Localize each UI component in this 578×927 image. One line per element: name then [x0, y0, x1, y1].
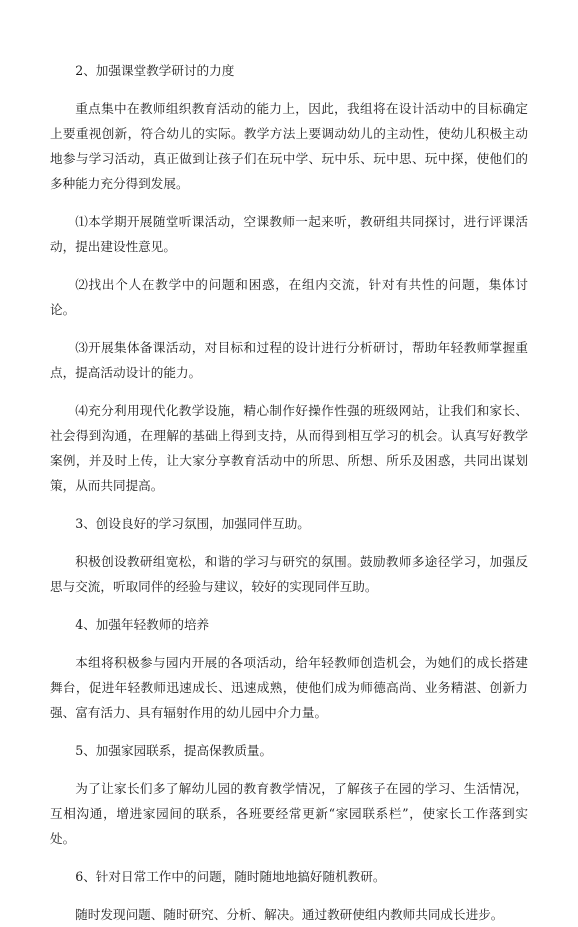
- body-paragraph: 积极创设教研组宽松，和谐的学习与研究的氛围。鼓励教师多途径学习，加强反思与交流，听取同伴的经验与建议，较好的实现同伴互助。: [50, 554, 528, 594]
- section-heading-6: 6、针对日常工作中的问题，随时随地地搞好随机教研。: [75, 869, 386, 884]
- section-heading-5: 5、加强家园联系，提高保教质量。: [75, 743, 273, 758]
- body-paragraph: 本组将积极参与园内开展的各项活动，给年轻教师创造机会，为她们的成长搭建舞台，促进年轻教师迅速成长、迅速成熟，使他们成为师德高尚、业务精湛、创新力强、富有活力、具有辐射作用的幼儿园中介力量。: [50, 655, 528, 720]
- list-item-4: ⑷充分利用现代化教学设施，精心制作好操作性强的班级网站，让我们和家长、社会得到沟通，在理解的基础上得到支持，从而得到相互学习的机会。认真写好教学案例，并及时上传，让大家分享教育活动中的所思、所想、所乐及困惑，共同出谋划策，从而共同提高。: [50, 403, 528, 493]
- body-paragraph: 随时发现问题、随时研究、分析、解决。通过教研使组内教师共同成长进步。: [75, 907, 504, 922]
- section-heading-4: 4、加强年轻教师的培养: [75, 617, 210, 632]
- section-heading-2: 2、加强课堂教学研讨的力度: [75, 63, 235, 78]
- list-item-3: ⑶开展集体备课活动，对目标和过程的设计进行分析研讨，帮助年轻教师掌握重点，提高活动设计的能力。: [50, 340, 528, 380]
- body-paragraph: 重点集中在教师组织教育活动的能力上，因此，我组将在设计活动中的目标确定上要重视创新，符合幼儿的实际。教学方法上要调动幼儿的主动性，使幼儿积极主动地参与学习活动，真正做到让孩子们在玩中学、玩中乐、玩中思、玩中探，使他们的多种能力充分得到发展。: [50, 101, 528, 191]
- list-item-2: ⑵找出个人在教学中的问题和困惑，在组内交流，针对有共性的问题，集体讨论。: [50, 277, 528, 317]
- section-heading-3: 3、创设良好的学习氛围，加强同伴互助。: [75, 516, 310, 531]
- body-paragraph: 为了让家长们多了解幼儿园的教育教学情况，了解孩子在园的学习、生活情况，互相沟通，增进家园间的联系，各班要经常更新“家园联系栏”，使家长工作落到实处。: [50, 781, 528, 846]
- list-item-1: ⑴本学期开展随堂听课活动，空课教师一起来听，教研组共同探讨，进行评课活动，提出建设性意见。: [50, 214, 528, 254]
